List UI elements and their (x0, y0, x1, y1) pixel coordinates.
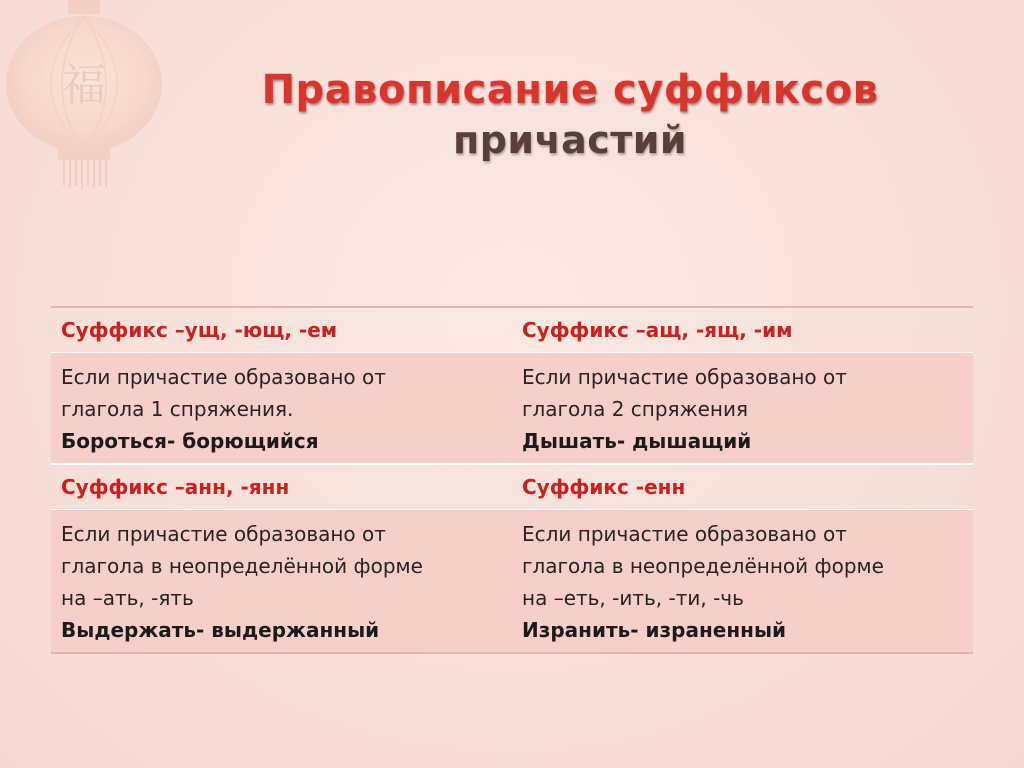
title-line-1: Правописание суффиксов (261, 67, 879, 113)
suffix-rules-table (51, 306, 973, 654)
rule-text-line: глагола 1 спряжения. (61, 397, 294, 421)
rule-cell-left-1 (51, 353, 512, 465)
table-row-header-2 (51, 464, 973, 510)
heading-right-1: Суффикс –ащ, -ящ, -им (522, 318, 793, 342)
table-row-header-1 (51, 307, 973, 353)
rule-text-line: Если причастие образовано от (522, 365, 847, 389)
rule-example: Изранить- израненный (522, 618, 787, 642)
page-title (180, 64, 960, 165)
lantern-graphic (0, 0, 180, 200)
rule-cell-right-1 (512, 353, 973, 465)
rule-text-line: на –ать, -ять (61, 586, 194, 610)
rule-text-line: на –еть, -ить, -ти, -чь (522, 586, 744, 610)
table-row-rule-1 (51, 353, 973, 465)
lantern-tassel (64, 160, 106, 189)
rule-cell-right-2 (512, 510, 973, 654)
rule-example: Бороться- борющийся (61, 429, 319, 453)
rule-example: Дышать- дышащий (522, 429, 752, 453)
rule-text-line: Если причастие образовано от (61, 522, 386, 546)
lantern-decoration-icon (0, 0, 180, 200)
rule-example: Выдержать- выдержанный (61, 618, 380, 642)
heading-left-2: Суффикс –анн, -янн (61, 475, 290, 499)
lantern-cap-bottom (58, 148, 110, 160)
rule-text-line: Если причастие образовано от (61, 365, 386, 389)
rule-text-line: глагола 2 спряжения (522, 397, 748, 421)
rule-text-line: глагола в неопределённой форме (61, 554, 423, 578)
title-line-2: причастий (452, 118, 688, 162)
heading-left-1: Суффикс –ущ, -ющ, -ем (61, 318, 338, 342)
rule-text-line: Если причастие образовано от (522, 522, 847, 546)
table-row-rule-2 (51, 510, 973, 654)
lantern-cap-top (68, 0, 100, 14)
heading-right-2: Суффикс -енн (522, 475, 686, 499)
lantern-glyph: 福 (62, 60, 106, 111)
rule-text-line: глагола в неопределённой форме (522, 554, 884, 578)
rule-cell-left-2 (51, 510, 512, 654)
